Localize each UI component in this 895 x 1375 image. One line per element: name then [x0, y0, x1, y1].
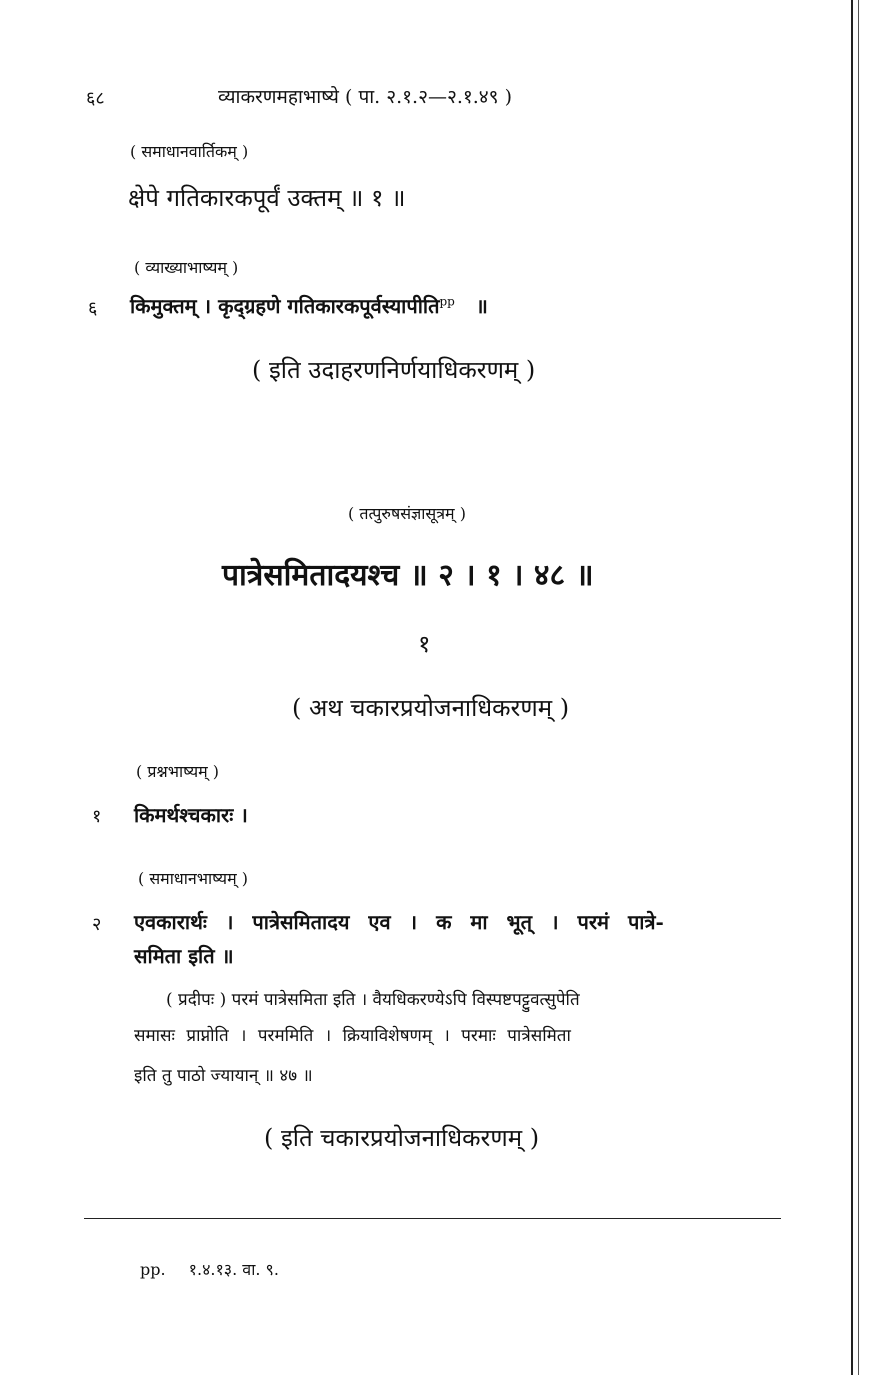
answer-text-line1: एवकारार्थः । पात्रेसमितादय एव । क मा भूत् । परमं पात्रे-	[134, 910, 664, 934]
sutra-index: १	[418, 630, 431, 658]
section-label-samadhana-bhashya: ( समाधानभाष्यम् )	[138, 869, 248, 888]
sutra-heading: पात्रेसमितादयश्च ॥ २ । १ । ४८ ॥	[222, 558, 594, 593]
running-title: व्याकरणमहाभाष्ये ( पा. २.१.२—२.१.४९ )	[218, 86, 513, 108]
section-label-prashna-bhashya: ( प्रश्नभाष्यम् )	[136, 762, 219, 781]
section-label-vyakhya-bhashya: ( व्याख्याभाष्यम् )	[134, 258, 239, 277]
sutra-label: ( तत्पुरुषसंज्ञासूत्रम् )	[348, 504, 466, 523]
section-label-samadhana-vartika: ( समाधानवार्तिकम् )	[130, 142, 249, 161]
bhashya-end-mark: ॥	[475, 294, 488, 318]
paragraph-number: २	[92, 914, 102, 935]
bhashya-text-main: किमुक्तम् । कृद्ग्रहणे गतिकारकपूर्वस्यापीति	[130, 294, 440, 318]
footnote-text: १.४.१३. वा. ९.	[188, 1260, 279, 1279]
footnote-marker: pp.	[140, 1260, 166, 1279]
vartika-text: क्षेपे गतिकारकपूर्वं उक्तम् ॥ १ ॥	[128, 184, 406, 212]
paragraph-number: १	[92, 806, 102, 827]
question-text: किमर्थश्चकारः ।	[134, 803, 248, 827]
section-end-heading: ( इति चकारप्रयोजनाधिकरणम् )	[264, 1124, 540, 1152]
section-end-heading: ( इति उदाहरणनिर्णयाधिकरणम् )	[252, 356, 536, 384]
answer-text-line2: समिता इति ॥	[134, 944, 234, 968]
page-edge-line-inner	[858, 0, 859, 1375]
pradipa-line3: इति तु पाठो ज्यायान् ॥ ४७ ॥	[134, 1066, 313, 1086]
pradipa-line1: ( प्रदीपः ) परमं पात्रेसमिता इति । वैयधिकरण्येऽपि विस्पष्टपट्टुवत्सुपेति	[166, 990, 580, 1010]
footnote-ref: pp	[439, 294, 455, 309]
paragraph-number: ६	[88, 298, 98, 319]
footnote	[140, 1260, 279, 1279]
page-number: ६८	[86, 88, 105, 109]
bhashya-text	[130, 294, 488, 318]
footnote-separator	[84, 1218, 781, 1219]
pradipa-line2: समासः प्राप्नोति । परममिति । क्रियाविशेषणम् । परमाः पात्रेसमिता	[134, 1026, 571, 1046]
section-start-heading: ( अथ चकारप्रयोजनाधिकरणम् )	[292, 694, 570, 722]
page-edge-line	[851, 0, 853, 1375]
